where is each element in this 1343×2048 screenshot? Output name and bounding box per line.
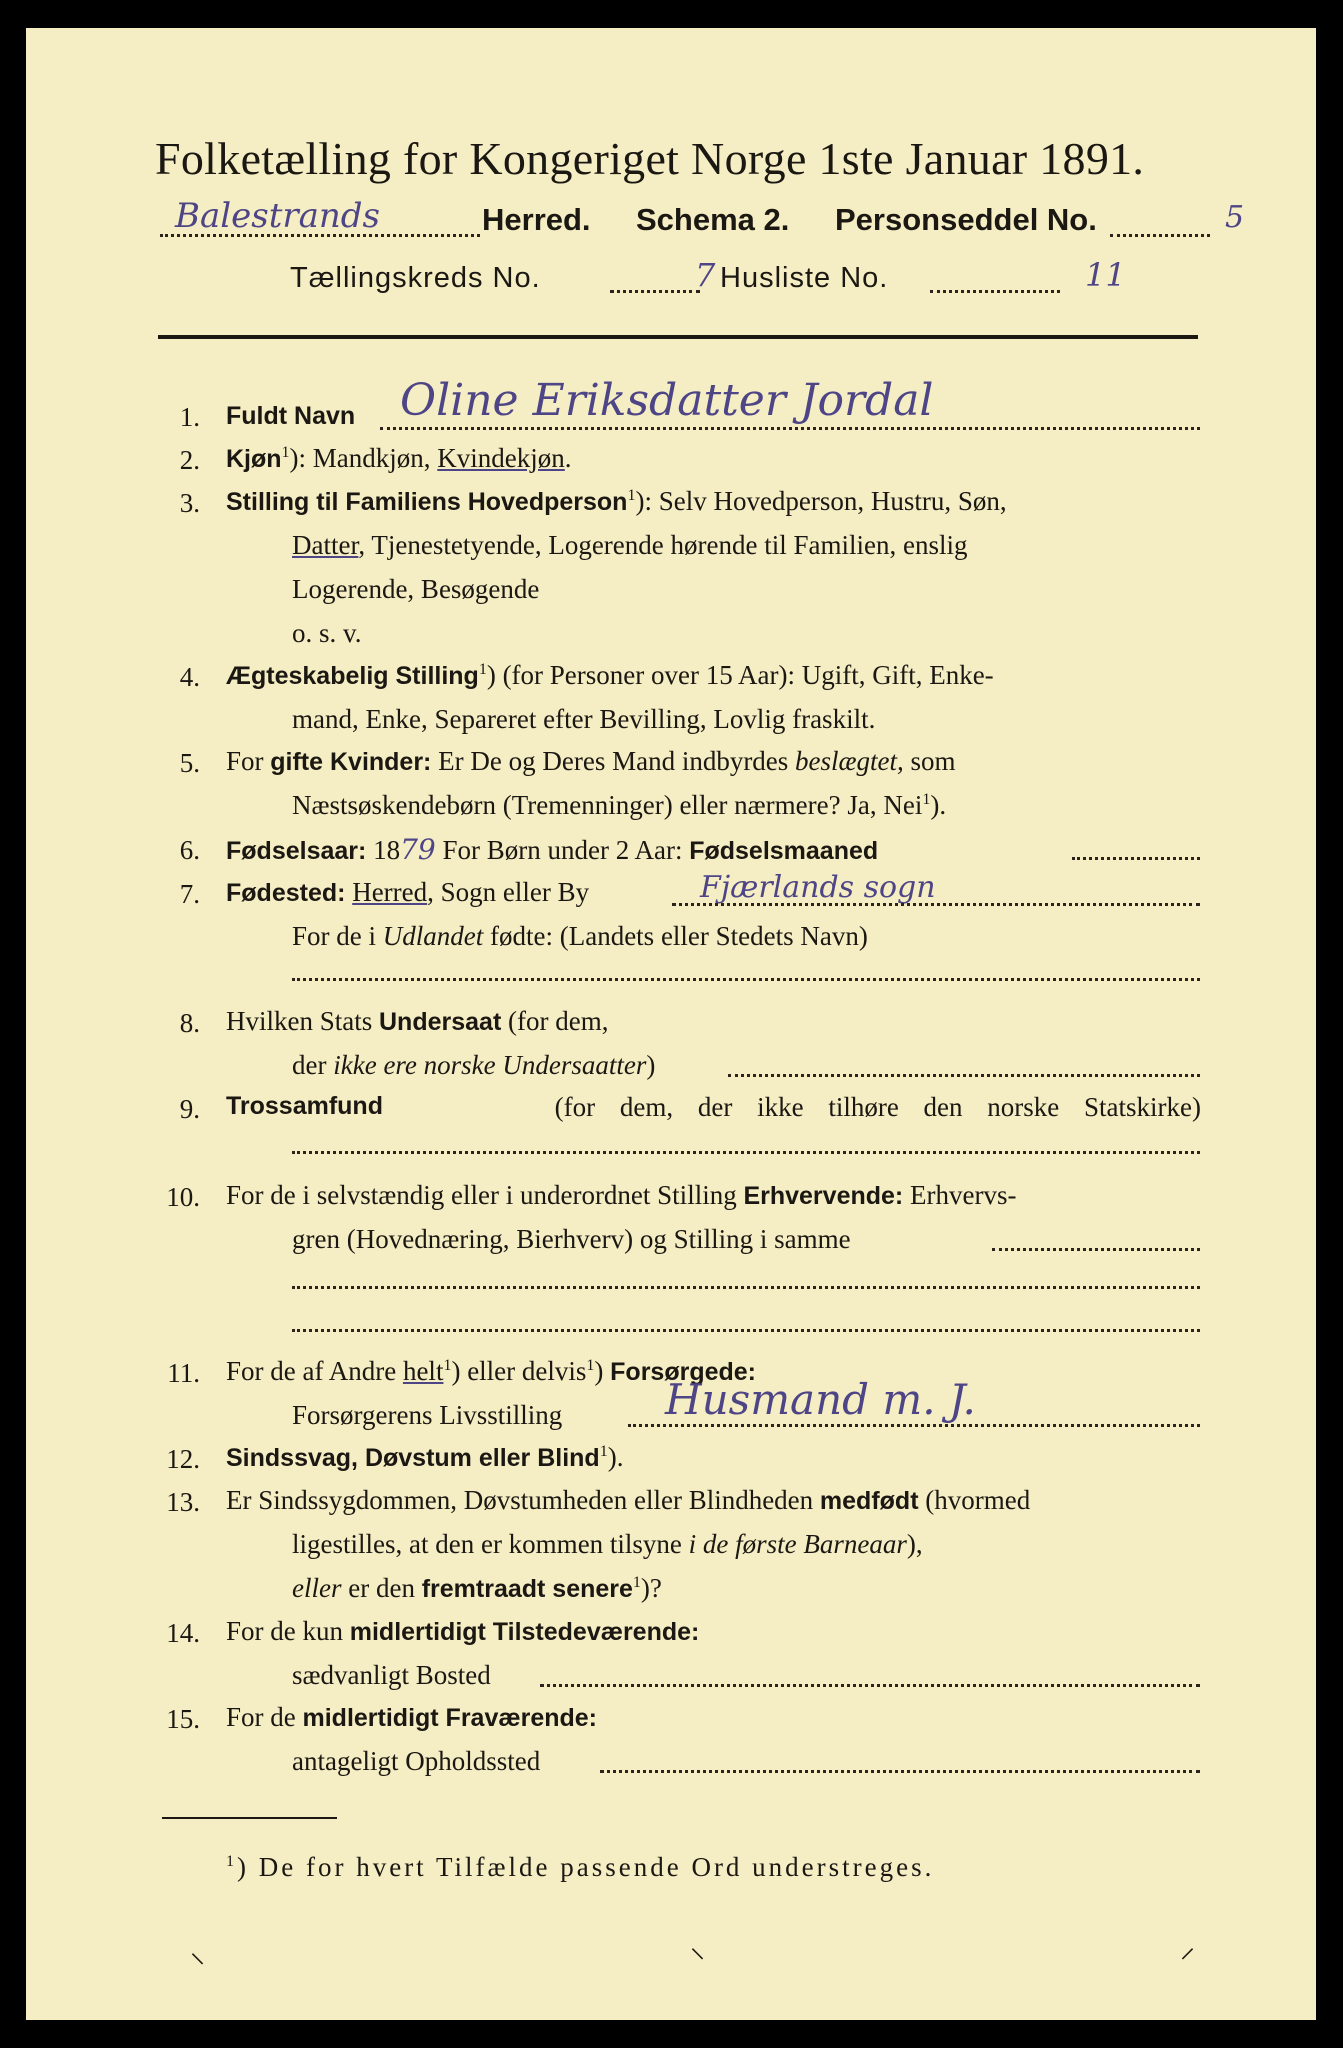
q13-label: medfødt (819, 1487, 919, 1515)
q11-pre: For de af Andre (226, 1356, 403, 1386)
q12-number: 12. (166, 1444, 200, 1474)
q7-blank-line (292, 978, 1200, 981)
q10-pre: For de i selvstændig eller i underordnet Stilling (226, 1180, 744, 1210)
q5-line2 (292, 790, 946, 821)
corner-mark-right: ⸝ (1180, 1931, 1195, 1964)
q5-line2-end: ). (930, 790, 947, 820)
q3-line1 (226, 486, 1007, 517)
q10-blank-line-1 (292, 1286, 1200, 1289)
q1-name-value: Oline Eriksdatter Jordal (400, 375, 934, 426)
corner-mark-left: ⸜ (190, 1936, 205, 1969)
q7-dotted-line (672, 903, 1200, 906)
q12-line (226, 1442, 623, 1473)
personseddel-dotted-line (1110, 234, 1210, 237)
q3-line2 (292, 530, 967, 561)
q9-line (226, 1092, 1201, 1123)
q14-pre: For de kun (226, 1616, 350, 1646)
q15-label: midlertidigt Fraværende: (302, 1704, 597, 1732)
q15-pre: For de (226, 1702, 303, 1732)
q3-option-datter: Datter (292, 530, 359, 560)
q13-pre: Er Sindssygdommen, Døvstumheden eller Blindheden (226, 1485, 820, 1515)
q4-label: Ægteskabelig Stilling (226, 662, 479, 690)
q3-line4: o. s. v. (292, 618, 362, 648)
q6-mid: For Børn under 2 Aar: (435, 835, 690, 865)
q2-option-kvindekjon: Kvindekjøn (437, 443, 565, 473)
q2-text-b: . (564, 443, 572, 473)
q13-line2-b: ), (906, 1529, 923, 1559)
q10-number: 10. (166, 1182, 200, 1212)
footnote-rule (162, 1817, 337, 1819)
q6-label2: Fødselsmaaned (689, 837, 879, 865)
q11-sup-1: 1 (443, 1357, 452, 1374)
footnote-sup: 1 (226, 1853, 237, 1870)
q4-sup: 1 (478, 661, 487, 678)
q6-number: 6. (179, 835, 200, 865)
q9-rest: (for dem, der ikke tilhøre den norske Statskirke) (554, 1092, 1201, 1122)
q4-line1 (226, 660, 994, 691)
schema-label: Schema 2. (636, 202, 790, 237)
q5-post: som (903, 746, 956, 776)
q7-rest: , Sogn eller By (427, 877, 590, 907)
herred-value: Balestrands (175, 196, 380, 236)
q6-prefix: 18 (366, 835, 401, 865)
q2-number: 2. (179, 445, 200, 475)
q1-dotted-line (380, 427, 1200, 430)
q14-line1 (226, 1616, 699, 1647)
q7-option-herred: Herred (352, 877, 428, 907)
q9-blank-line (292, 1151, 1200, 1154)
q13-line1 (226, 1485, 1030, 1516)
q11-provider-value: Husmand m. J. (665, 1375, 976, 1424)
q5-mid: Er De og Deres Mand indbyrdes (431, 746, 796, 776)
q8-line2 (292, 1050, 655, 1081)
q10-line1 (226, 1180, 1016, 1211)
q7-line1 (226, 877, 589, 908)
q4-line1-rest: ) (for Personer over 15 Aar): Ugift, Gift, Enke- (486, 660, 994, 690)
q2-sup: 1 (281, 444, 290, 461)
q9-number: 9. (179, 1094, 200, 1124)
herred-label: Herred. (482, 202, 591, 237)
q14-line2: sædvanligt Bosted (292, 1660, 491, 1690)
q7-line2 (292, 921, 868, 952)
corner-mark-center: ⸜ (690, 1931, 705, 1964)
q7-line2-a: For de i (292, 921, 383, 951)
q2-line (226, 443, 572, 474)
herred-dotted-line (160, 234, 480, 237)
q5-line2-text: Næstsøskendebørn (Tremenninger) eller nærmere? Ja, Nei (292, 790, 923, 820)
q2-text-a: ): Mandkjøn, (289, 443, 438, 473)
q1-label: Fuldt Navn (226, 402, 356, 430)
q6-year-value: 79 (400, 833, 436, 866)
q15-line1 (226, 1702, 597, 1733)
q3-label: Stilling til Familiens Hovedperson (226, 488, 628, 516)
q8-line2-italic: ikke ere norske Undersaatter (333, 1050, 647, 1080)
q8-line2-b: ) (646, 1050, 656, 1080)
q8-label: Undersaat (379, 1008, 502, 1036)
q12-end: ). (607, 1442, 624, 1472)
q11-dotted-line (628, 1424, 1200, 1427)
personseddel-value: 5 (1225, 200, 1245, 235)
q13-post: (hvormed (918, 1485, 1031, 1515)
q8-post: (for dem, (501, 1006, 609, 1036)
census-form-sheet (26, 28, 1316, 2020)
q15-number: 15. (166, 1704, 200, 1734)
q3-sup: 1 (627, 487, 636, 504)
q13-line3-label: fremtraadt senere (421, 1575, 633, 1603)
personseddel-label: Personseddel No. (835, 202, 1097, 237)
q5-label: gifte Kvinder: (270, 748, 432, 776)
footnote (226, 1852, 934, 1883)
q7-number: 7. (179, 879, 200, 909)
q9-label: Trossamfund (226, 1092, 383, 1120)
q13-number: 13. (166, 1487, 200, 1517)
q8-number: 8. (179, 1008, 200, 1038)
q13-line2-a: ligestilles, at den er kommen tilsyne (292, 1529, 689, 1559)
q14-number: 14. (166, 1618, 200, 1648)
q11-number: 11. (167, 1358, 200, 1388)
q8-dotted-line (728, 1074, 1200, 1077)
husliste-value: 11 (1085, 256, 1126, 294)
q5-pre: For (226, 746, 271, 776)
q4-line2: mand, Enke, Separeret efter Bevilling, Lovlig fraskilt. (292, 704, 876, 734)
husliste-label: Husliste No. (720, 262, 889, 294)
q6-line (226, 833, 878, 866)
kreds-value: 7 (695, 256, 716, 294)
q6-label: Fødselsaar: (226, 837, 367, 865)
q10-blank-line-2 (292, 1329, 1200, 1332)
q2-label: Kjøn (226, 445, 282, 473)
form-title: Folketælling for Kongeriget Norge 1ste Januar 1891. (155, 133, 1145, 184)
q11-line2: Forsørgerens Livsstilling (292, 1400, 563, 1430)
q13-line3 (292, 1573, 662, 1604)
q1-number: 1. (179, 402, 200, 432)
q15-line2: antageligt Opholdssted (292, 1746, 541, 1776)
q13-line3-italic: eller (292, 1573, 342, 1603)
q13-line3-a: er den (341, 1573, 422, 1603)
footnote-text: ) De for hvert Tilfælde passende Ord understreges. (237, 1852, 935, 1882)
q8-line2-a: der (292, 1050, 334, 1080)
q11-sup-2: 1 (586, 1357, 595, 1374)
q3-line2-rest: , Tjenestetyende, Logerende hørende til Familien, enslig (358, 530, 968, 560)
kreds-dotted-line (610, 290, 700, 293)
q5-number: 5. (179, 748, 200, 778)
q13-line2-italic: i de første Barneaar (688, 1529, 907, 1559)
q11-mid: ) eller delvis (451, 1356, 587, 1386)
q11-line1: For de af Andre helt$^1$) eller delvis$^1$) Forsørgede: (226, 1356, 757, 1386)
q8-pre: Hvilken Stats (226, 1006, 379, 1036)
q13-sup: 1 (632, 1574, 641, 1591)
q10-label: Erhvervende: (743, 1182, 904, 1210)
q3-line1-rest: ): Selv Hovedperson, Hustru, Søn, (635, 486, 1007, 516)
q6-dotted-line (1072, 857, 1200, 860)
q11-option-helt: helt (402, 1356, 444, 1386)
husliste-dotted-line (930, 290, 1060, 293)
q10-dotted-line (992, 1248, 1200, 1251)
q15-dotted-line (600, 1770, 1200, 1773)
kreds-label: Tællingskreds No. (290, 262, 541, 294)
q13-line3-end: )? (640, 1573, 662, 1603)
q12-label: Sindssvag, Døvstum eller Blind (226, 1444, 600, 1472)
q12-sup: 1 (599, 1443, 608, 1460)
q3-line3: Logerende, Besøgende (292, 574, 540, 604)
q14-dotted-line (540, 1684, 1200, 1687)
q13-line2 (292, 1529, 923, 1560)
q7-line2-b: fødte: (Landets eller Stedets Navn) (483, 921, 868, 951)
q3-number: 3. (179, 488, 200, 518)
q5-italic: beslægtet, (795, 746, 904, 776)
q5-sup: 1 (922, 791, 931, 808)
q4-number: 4. (179, 662, 200, 692)
q10-line2: gren (Hovednæring, Bierhverv) og Stilling i samme (292, 1224, 851, 1254)
q7-birthplace-value: Fjærlands sogn (700, 870, 936, 905)
q7-line2-italic: Udlandet (382, 921, 484, 951)
q11-label: Forsørgede: (610, 1358, 757, 1386)
header-rule (158, 335, 1198, 339)
q14-label: midlertidigt Tilstedeværende: (349, 1618, 700, 1646)
q5-line1 (226, 746, 956, 777)
q7-label: Fødested: (226, 879, 346, 907)
q8-line1 (226, 1006, 608, 1037)
q10-post: Erhvervs- (903, 1180, 1017, 1210)
